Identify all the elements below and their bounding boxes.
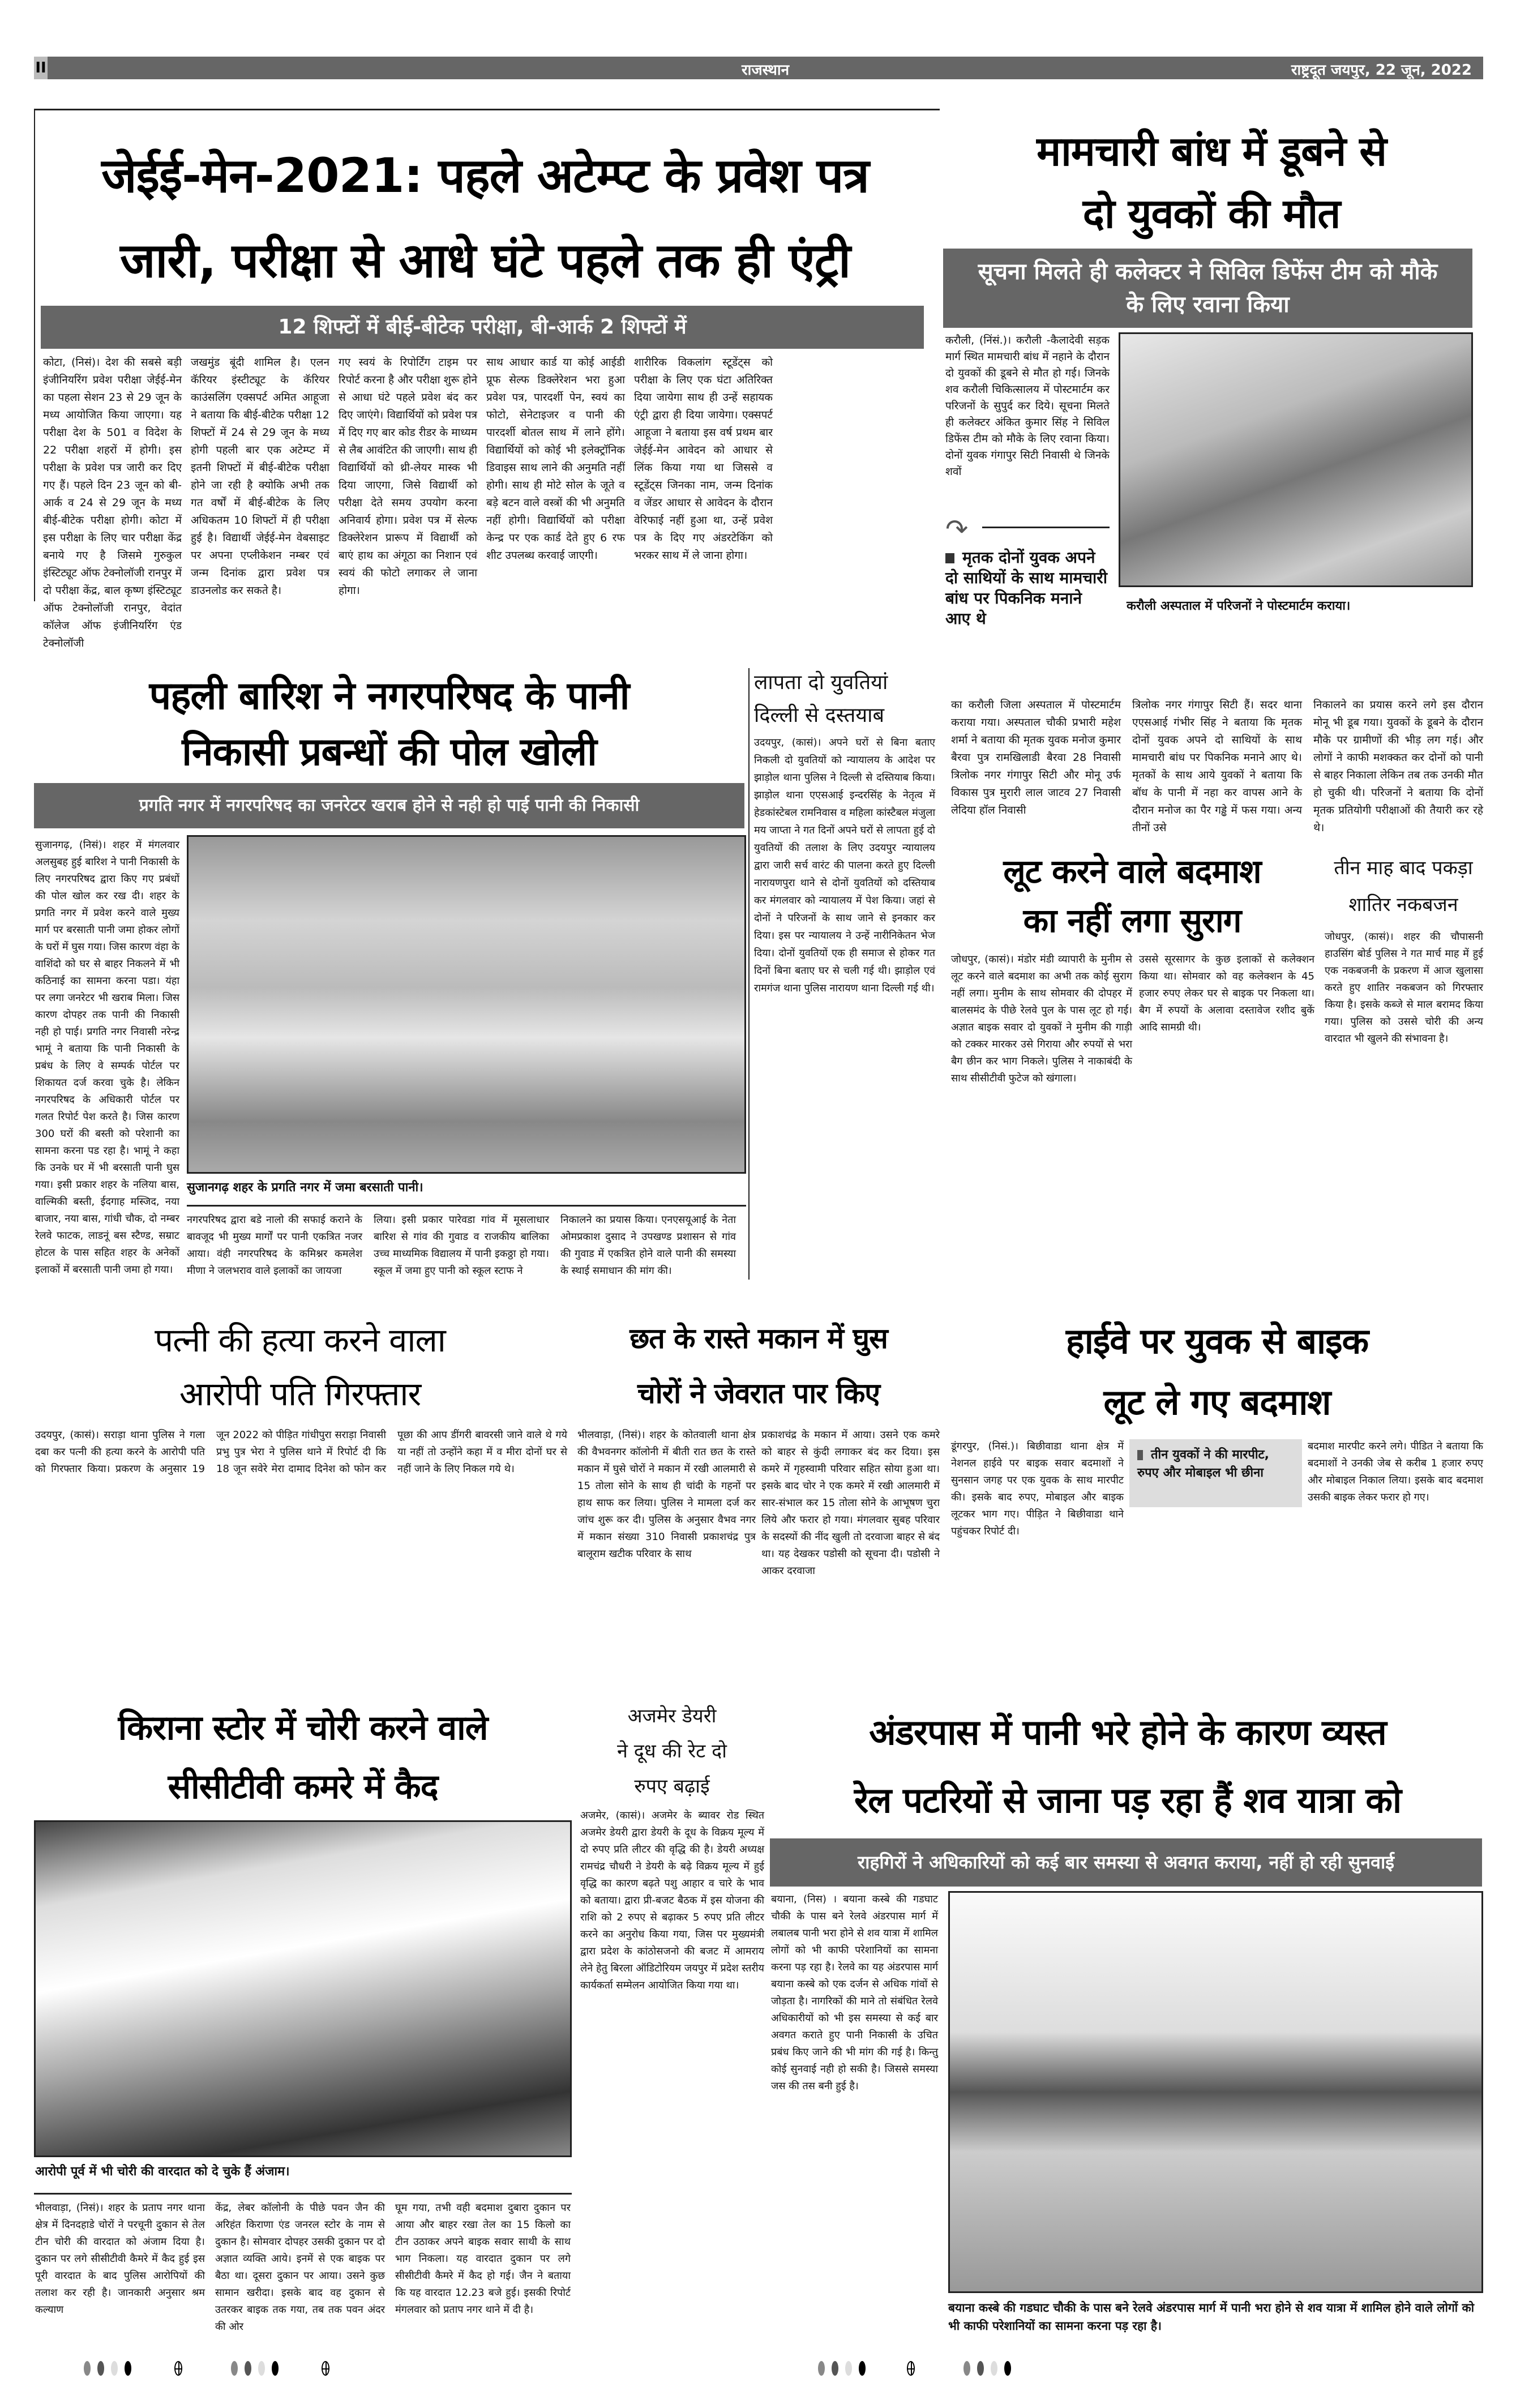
registration-dot — [231, 2361, 238, 2376]
underpass-subhead: राहगिरों ने अधिकारियों को कई बार समस्या से अवगत कराया, नहीं हो रही सुनवाई — [770, 1838, 1482, 1887]
missing-headline-1: लापता दो युवतियां — [754, 671, 888, 694]
roof-headline — [575, 1311, 943, 1421]
dairy-headline-2: ने दूध की रेट दो — [617, 1740, 727, 1763]
column-rule — [748, 668, 750, 1280]
kirana-photo — [34, 1820, 572, 2157]
loot-col-2: उससे सूरसागर के कुछ इलाकों से कलेक्शन किया था। सोमवार को वह कलेक्शन के 45 हजार रुपए लेकर घर से बाइक पर निकला था। बैग में रुपयों के अलावा दस्तावेज रशीद बुकें आदि सामग्री थी। — [1139, 953, 1314, 1033]
underpass-headline-2: रेल पटरियों से जाना पड़ रहा हैं शव यात्रा को — [854, 1780, 1402, 1821]
jee-col-1: कोटा, (निसं)। देश की सबसे बड़ी इंजीनियरिंग प्रवेश परीक्षा जेईई-मेन का पहला सेशन 23 से 29 जून के मध्य आयोजित किया जाएगा। यह परीक्षा देश के 501 व विदेश के 22 परीक्षा शहरों में होगी। इस परीक्षा के प्रवेश पत्र जारी कर दिए गए हैं। पहले दिन 23 जून को बी-आर्क व 24 से 29 जून के मध्य बीई-बीटेक परीक्षा होगी। कोटा में इस परीक्षा के लिए चार परीक्षा केंद्र बनाये गए है जिसमे गुरुकुल इंस्टिट्यूट ऑफ टेक्नोलॉजी रानपुर में दो परीक्षा केंद्र, बाल कृष्ण इंस्टिट्यूट ऑफ टेक्नोलॉजी रानपुर, वेदांत कॉलेज ऑफ इंजीनियरिंग एंड टेक्नोलॉजी — [43, 356, 182, 649]
page-header — [34, 57, 1483, 79]
jee-article — [34, 109, 940, 649]
rain-subhead: प्रगति नगर में नगरपरिषद का जनरेटर खराब होने से नही हो पाई पानी की निकासी — [34, 783, 744, 828]
murder-headline — [34, 1314, 566, 1421]
underpass-headline — [771, 1699, 1484, 1834]
rain-lead: सुजानगढ़, (निसं)। शहर में मंगलवार अलसुबह हुई बारिश ने पानी निकासी के लिए नगरपरिषद द्वारा किए गए प्रबंधों की पोल खोल कर रख दी। शहर के प्रगति नगर में प्रवेश करने वाले मुख्य मार्ग पर बरसाती पानी जमा होकर लोगों के घरों में घुस गया। जिस कारण वंहा के वाशिंदो को घर से बाहर निकलने में भी कठिनाई का सामना करना पडा। यंहा पर लगा जनरेटर भी खराब मिला। जिस कारण दोपहर तक पानी की निकासी नही हो पाई। प्रगति नगर निवासी नरेन्द्र भामूं ने बताया कि पानी निकासी के प्रबंध के लिए वे सम्पर्क पोर्टल पर शिकायत दर्ज करवा चुके है। लेकिन नगरपरिषद के अधिकारी पोर्टल पर गलत रिपोर्ट पेश करते है। जिस कारण 300 घरों की बस्ती को परेशानी का सामना करना पड रहा है। भामूं ने कहा कि उनके घर में भी बरसाती पानी घुस गया। इसी प्रकार शहर के नलिया बास, वाल्मिकी बस्ती, ईदगाह मस्जिद, नया बाजार, नया बास, गांधी चौक, दो नम्बर रेलवे फाटक, लाडनूं बस स्टैण्ड, सम्राट होटल के पास सहित शहर के अनेकों इलाकों में बरसाती पानी जमा हो गया। — [35, 839, 179, 1276]
rain-col-3: लिया। इसी प्रकार पारेवडा गांव में मूसलाधार बारिश से गांव की गुवाड व राजकीय बालिका उच्च माध्यमिक विद्यालय में पानी इकठ्ठा हो गया। स्कूल में जमा हुए पानी को स्कूल स्टाफ ने — [374, 1214, 549, 1277]
registration-dot — [991, 2361, 997, 2376]
divider — [982, 527, 1110, 528]
murder-headline-1: पत्नी की हत्या करने वाला — [155, 1321, 446, 1360]
kirana-col-1: भीलवाड़ा, (निसं)। शहर के प्रताप नगर थाना क्षेत्र में दिनदहाडे चोरों ने परचूनी दुकान से तेल टीन चोरी की वारदात को अंजाम दिया है। दुकान पर लगे सीसीटीवी कैमरे में कैद हुई इस पूरी वारदात के बाद पुलिस आरोपियों की तलाश कर रही है। जानकारी अनुसार श्रम कल्याण — [35, 2202, 205, 2316]
registration-crosshair-icon — [907, 2361, 915, 2376]
dam-photo-caption: करौली अस्पताल में परिजनों ने पोस्टमार्टम कराया। — [1127, 599, 1351, 613]
registration-crosshair-icon — [322, 2361, 329, 2376]
burglar-headline-2: शातिर नकबजन — [1348, 893, 1458, 916]
registration-dot — [1004, 2361, 1011, 2376]
bike-headline-2: लूट ले गए बदमाश — [1103, 1381, 1331, 1423]
registration-dot — [272, 2361, 279, 2376]
registration-dot — [84, 2361, 91, 2376]
bike-headline-1: हाईवे पर युवक से बाइक — [1065, 1320, 1369, 1362]
roof-headline-2: चोरों ने जेवरात पार किए — [637, 1377, 880, 1410]
jee-col-2: जखमुंड बूंदी शामिल है। एलन कॅरियर इंस्टीट्यूट के कॅरियर काउंसलिंग एक्सपर्ट अमित आहूजा ने बताया कि बीई-बीटेक परीक्षा 12 शिफ्टों में 24 से 29 जून के मध्य होगी पहली बार एक अटेम्प्ट में इतनी शिफ्टों में बीई-बीटेक परीक्षा होने जा रही है क्योकि अभी तक गत वर्षों में बीई-बीटेक के लिए अधिकतम 10 शिफ्टों में ही परीक्षा हुई है। विद्यार्थी जेईई-मेन वेबसाइट पर अपना एप्लीकेशन नम्बर एवं जन्म दिनांक द्वारा प्रवेश पत्र डाउनलोड कर सकते है। — [191, 356, 329, 597]
pull-quote-text: तीन युवकों ने की मारपीट, रुपए और मोबाइल भी छीना — [1137, 1448, 1269, 1480]
registration-dots — [84, 2361, 131, 2376]
underpass-photo-caption: बयाना कस्बे की गडघाट चौकी के पास बने रेलवे अंडरपास मार्ग में पानी भरा होने से शव यात्रा में शामिल होने वाले लोगों को भी काफी परेशानियों का सामना करना पड़ रहा है। — [948, 2301, 1475, 2333]
murder-headline-2: आरोपी पति गिरफ्तार — [179, 1375, 421, 1414]
kirana-photo-caption: आरोपी पूर्व में भी चोरी की वारदात को दे चुके हैं अंजाम। — [35, 2165, 290, 2179]
rain-headline-1: पहली बारिश ने नगरपरिषद के पानी — [149, 674, 629, 718]
missing-body: उदयपुर, (कासं)। अपने घरों से बिना बताए निकली दो युवतियों को न्यायालय के आदेश पर झाड़ोल थाना पुलिस ने दिल्ली से दस्तियाब किया। झाड़ोल थाना एएसआई इन्दरसिंह के नेतृत्व में हेडकांस्टेबल रामनिवास व महिला कांस्टैबल मंजुला मय जाप्ता ने गत दिनों अपने घरों से लापता हुई दो युवतियों की तलाश के लिए उदयपुर न्यायालय द्वारा जारी सर्च वारंट की पालना करते हुए दिल्ली नारायणपुरा थाने से दोनों युवतियों को दस्तियाब कर मंगलवार को न्यायालय में पेश किया। जहां से दोनों ने परिजनों के साथ जाने से इनकार कर दिया। इस पर न्यायालय ने उन्हें नारीनिकेतन भेज दिया। दोनों युवतियों एक ही समाज से होकर गत दिनों बिना बताए घर से चली गई थी। झाड़ोल एवं रामगंज थाना पुलिस नारायण थाना दिल्ली गई थी। — [754, 737, 935, 994]
dam-headline — [951, 120, 1472, 245]
registration-dots — [818, 2361, 866, 2376]
registration-dot — [258, 2361, 265, 2376]
jee-col-3: गए स्वयं के रिपोर्टिंग टाइम पर रिपोर्ट करना है और परीक्षा शुरू होने से आधा घंटे पहले प्रवेश बंद कर दिए जाएंगे। विद्यार्थियों को प्रवेश पत्र में दिए गए बार कोड रीडर के माध्यम से लैब आवंटित की जाएगी। साथ ही विद्यार्थियों को थ्री-लेयर मास्क भी दिया जाएगा, जिसे विद्यार्थी को परीक्षा देते समय उपयोग करना अनिवार्य होगा। प्रवेश पत्र में सेल्फ डिक्लेरेशन प्रारूप में विद्यार्थी को बाएं हाथ का अंगूठा का निशान एवं स्वयं की फोटो लगाकर ले जाना होगा। — [339, 356, 477, 597]
burglar-body: जोधपुर, (कासं)। शहर की चौपासनी हाउसिंग बोर्ड पुलिस ने गत मार्च माह में हुई एक नकबजनी के प्रकरण में आज खुलासा करते हुए शातिर नकबजन को गिरफ्तार किया है। इसके कब्जे से माल बरामद किया गया। पुलिस को उससे चोरी की अन्य वारदात भी खुलने की संभावना है। — [1325, 931, 1483, 1045]
rain-col-4: निकालने का प्रयास किया। एनएसयूआई के नेता ओमप्रकाश दुसाद ने उपखण्ड प्रशासन से गांव की गुवाड में एकत्रित होने वाले पानी की समस्या के स्थाई समाधान की मांग की। — [560, 1214, 736, 1277]
dairy-body: अजमेर, (कासं)। अजमेर के ब्यावर रोड स्थित अजमेर डेयरी द्वारा डेयरी के दूध के विक्रय मूल्य में दो रुपए प्रति लीटर की वृद्धि की है। डेयरी अध्यक्ष रामचंद्र चौधरी ने डेयरी के बढ़े विक्रय मूल्य में हुई वृद्धि का कारण बढ़ते पशु आहार व चारे के भाव को बताया। द्वारा प्री-बजट बैठक में इस योजना की राशि को 2 रुपए से बढ़ाकर 5 रुपए प्रति लीटर करने का अनुरोध किया गया, जिस पर मुख्यमंत्री द्वारा प्रदेश के कांठोसजनो की बजट में आमराय लेने हेतु बिरला ऑडिटोरियम जयपुर में प्रदेश स्तरीय कार्यकर्ता सम्मेलन आयोजित किया गया था। — [580, 1810, 764, 1991]
rain-headline — [34, 668, 744, 780]
dam-photo — [1119, 332, 1473, 587]
bike-col-3: बदमाश मारपीट करने लगे। पीडित ने बताया कि बदमाशों ने उनकी जेब से करीब 1 हजार रुपए और मोबाइल निकाल लिया। इसके बाद बदमाश उसकी बाइक लेकर फरार हो गए। — [1308, 1440, 1483, 1503]
kirana-headline-2: सीसीटीवी कमरे में कैद — [168, 1767, 438, 1807]
page-number: II — [34, 57, 48, 79]
dam-col-1: का करौली जिला अस्पताल में पोस्टमार्टम कराया गया। अस्पताल चौकी प्रभारी महेश शर्मा ने बताया की मृतक युवक मनोज कुमार बैरवा पुत्र रामखिलाडी बैरवा 28 निवासी त्रिलोक नगर गंगापुर सिटी और मोनू उर्फ विकास पुत्र मुरारी लाल जाटव 27 निवासी लेदिया हॉल निवासी — [951, 699, 1121, 816]
pull-quote-text: मृतक दोनों युवक अपने दो साथियों के साथ मामचारी बांध पर पिकनिक मनाने आए थे — [945, 548, 1107, 628]
jee-subhead: 12 शिफ्टों में बीई-बीटेक परीक्षा, बी-आर्क 2 शिफ्टों में — [41, 306, 924, 349]
dam-pull-quote — [945, 548, 1110, 628]
dam-col-2: त्रिलोक नगर गंगापुर सिटी हैं। सदर थाना एएसआई गंभीर सिंह ने बताया कि मृतक दोनों युवक अपने दो साथियों के साथ मामचारी बांध पर पिकनिक मनाने आए थे। मृतकों के साथ आये युवकों ने बताया कि बॉध के पानी में नहा कर वापस आने के दौरान मनोज का पैर गड्ढे में फस गया। अन्य तीनों उसे — [1132, 699, 1302, 834]
burglar-headline — [1324, 849, 1483, 923]
rain-headline-2: निकासी प्रबन्धों की पोल खोली — [182, 730, 597, 775]
jee-headline — [41, 133, 930, 303]
loot-headline-2: का नहीं लगा सुराग — [1023, 901, 1241, 940]
rain-photo-main — [187, 835, 746, 1174]
underpass-body: बयाना, (निस) । बयाना कस्बे की गडघाट चौकी के पास बने रेलवे अंडरपास मार्ग में लबालब पानी भरा होने से शव यात्रा में शामिल लोगों को भी काफी परेशानियों का सामना करना पड़ रहा है। रेलवे का यह अंडरपास मार्ग बयाना कस्बे को एक दर्जन से अधिक गांवों से जोड़ता है। नागरिकों की माने तो संबंधित रेलवे अधिकारीयों को भी इस समस्या से कई बार अवगत कराते हुए पानी निकासी के उचित प्रबंध किए जाने की भी मांग की गई है। किन्तु कोई सुनवाई नही हो सकी है। जिससे समस्या जस की तस बनी हुई है। — [771, 1893, 938, 2092]
bullet-square-icon — [945, 553, 954, 563]
registration-dot — [97, 2361, 104, 2376]
roof-headline-1: छत के रास्ते मकान में घुस — [629, 1321, 888, 1355]
divider — [187, 1205, 746, 1207]
dam-subhead: सूचना मिलते ही कलेक्टर ने सिविल डिफेंस टीम को मौके के लिए रवाना किया — [943, 249, 1472, 328]
bike-pull-quote — [1129, 1439, 1302, 1507]
registration-dot — [125, 2361, 131, 2376]
loot-col-1: जोधपुर, (कासं)। मंडोर मंडी व्यापारी के मुनीम से लूट करने वाले बदमाश का अभी तक कोई सुराग नहीं लगा। मुनीम के साथ सोमवार की दोपहर में बालसमंद के पीछे रेलवे पुल के पास लूट हो गई। अज्ञात बाइक सवार दो युवकों ने मुनीम की गाड़ी को टक्कर मारकर उसे गिराया और रुपयों से भरा बैग छीन कर भाग निकले। पुलिस ने नाकाबंदी के साथ सीसीटीवी फुटेज को खंगाला। — [951, 953, 1132, 1084]
dam-col-3: निकालने का प्रयास करने लगे इस दौरान मोनू भी डूब गया। युवकों के डूबने के दौरान मौके पर ग्रामीणों की भीड़ लग गई। और लोगों ने काफी मशक्कत कर दोनों को पानी से बाहर निकाला लेकिन तब तक उनकी मौत हो चुकी थी। परिजनों ने बताया कि दोनों मृतक प्रतियोगी परीक्षाओं की तैयारी कर रहे थे। — [1313, 699, 1483, 834]
underpass-photo — [948, 1891, 1483, 2293]
bullet-square-icon — [1137, 1450, 1143, 1460]
jee-headline-2: जारी, परीक्षा से आधे घंटे पहले तक ही एंट्री — [120, 232, 850, 288]
burglar-headline-1: तीन माह बाद पकड़ा — [1334, 856, 1473, 879]
rain-photo-caption: सुजानगढ़ शहर के प्रगति नगर में जमा बरसाती पानी। — [187, 1181, 423, 1195]
rain-col-2: नगरपरिषद द्वारा बडे नालो की सफाई कराने के बावजूद भी मुख्य मार्गों पर पानी एकत्रित नजर आया। वंही नगरपरिषद के कमिश्नर कमलेश मीणा ने जलभराव वाले इलाकों का जायजा — [187, 1214, 362, 1277]
roof-col-2: प्रकाशचंद्र के मकान में आया। उसने एक कमरे को बाहर से कुंदी लगाकर बंद कर दिया। इस कमरे में गृहस्वामी परिवार सहित सोया हुआ था। इसके बाद चोर ने एक कमरे में रखी आलमारी में सार-संभाल कर 15 तोला सोने के आभूषण चुरा लिये और फरार हो गया। मंगलवार सुबह परिवार के सदस्यों की नींद खुली तो दरवाजा बाहर से बंद था। यह देखकर पडोसी को सूचना दी। पडोसी ने आकर दरवाजा — [761, 1429, 940, 1577]
registration-dot — [963, 2361, 970, 2376]
kirana-headline-1: किराना स्टोर में चोरी करने वाले — [118, 1708, 488, 1748]
dam-lead: करौली, (निंसं.)। करौली -कैलादेवी सड़क मार्ग स्थित मामचारी बांध में नहाने के दौरान दो युवकों की डूबने से मौत हो गई। जिनके शव करौली चिकित्सालय में पोस्टमार्टम कर परिजनों के सुपुर्द कर दिये। सूचना मिलते ही कलेक्टर अंकित कुमार सिंह ने सिविल डिफेंस टीम को मौके के लिए रवाना किया। दोनों युवक गंगापुर सिटी निवासी थे जिनके शवों — [945, 334, 1110, 478]
missing-headline — [754, 668, 941, 730]
jee-col-5: शारीरिक विकलांग स्टूडेंट्स को परीक्षा के लिए एक घंटा अतिरिक्त दिया जायेगा साथ ही उन्हें सहायक एंट्री द्वारा ही दिया जायेगा। एक्सपर्ट आहूजा ने बताया इस वर्ष प्रथम बार जेईई-मेन आवेदन को आधार से लिंक किया गया था जिससे व स्टूडेंट्स जिनका नाम, जन्म दिनांक व जेंडर आधार से आवेदन के दौरान वेरिफाई नहीं हुआ था, उन्हें प्रवेश पत्र के दिए गए अंडरटेकिंग को भरकर साथ में ले जाना होगा। — [634, 356, 773, 562]
loot-headline — [945, 846, 1319, 946]
bike-col-1: डूंगरपुर, (निसं.)। बिछीवाडा थाना क्षेत्र में नेशनल हाईवे पर बाइक सवार बदमाशों ने सुनसान जगह पर एक युवक के साथ मारपीट की। इसके बाद रुपए, मोबाइल और बाइक लूटकर भाग गए। पीड़ित ने बिछीवाडा थाने पहुंचकर रिपोर्ट दी। — [951, 1440, 1124, 1537]
registration-dots — [231, 2361, 279, 2376]
registration-dot — [845, 2361, 852, 2376]
loot-headline-1: लूट करने वाले बदमाश — [1003, 852, 1261, 891]
kirana-col-2: केंद्र, लेबर कॉलोनी के पीछे पवन जैन की अरिहंत किराणा एंड जनरल स्टोर के नाम से दुकान है। सोमवार दोपहर उसकी दुकान पर दो अज्ञात व्यक्ति आये। इनमें से एक बाइक पर बैठा था। दूसरा दुकान पर आया। उसने कुछ सामान खरीदा। इसके बाद वह दुकान से उतरकर बाइक तक गया, तब तक पवन अंदर की ओर — [215, 2202, 385, 2333]
registration-dot — [111, 2361, 118, 2376]
registration-dot — [859, 2361, 866, 2376]
dam-headline-2: दो युवकों की मौत — [1082, 190, 1341, 237]
dateline: राष्ट्रदूत जयपुर, 22 जून, 2022 — [1291, 62, 1472, 79]
registration-dots — [963, 2361, 1011, 2376]
registration-dot — [245, 2361, 251, 2376]
divider — [34, 2193, 572, 2195]
curved-arrow-icon: ↷ — [945, 514, 969, 545]
dairy-headline — [579, 1699, 765, 1804]
jee-headline-1: जेईई-मेन-2021: पहले अटेम्प्ट के प्रवेश पत्र — [101, 147, 869, 203]
underpass-headline-1: अंडरपास में पानी भरे होने के कारण व्यस्त — [869, 1712, 1386, 1753]
jee-col-4: साथ आधार कार्ड या कोई आईडी प्रूफ सेल्फ डिक्लेरेशन भरा हुआ प्रवेश पत्र, पारदर्शी पेन, स्वयं का फोटो, सेनेटाइजर व पानी की पारदर्शी बोतल साथ में लाने होंगे। विद्यार्थियों को कोई भी इलेक्ट्रॉनिक डिवाइस साथ लाने की अनुमति नहीं होगी। साथ ही मोटे सोल के जूते व बड़े बटन वाले वस्त्रों की भी अनुमति नहीं होगी। विद्यार्थियों को परीक्षा केन्द्र पर एक कार्ड देते हुए 6 रफ शीट उपलब्ध करवाई जाएगी। — [486, 356, 625, 562]
bike-headline — [951, 1311, 1483, 1432]
registration-dot — [977, 2361, 984, 2376]
dam-headline-1: मामचारी बांध में डूबने से — [1037, 127, 1386, 175]
murder-body: उदयपुर, (कासं)। सराड़ा थाना पुलिस ने गला दबा कर पत्नी की हत्या करने के आरोपी पति को गिरफ्तार किया। प्रकरण के अनुसार 19 जून 2022 को पीड़ित गांधीपुरा सराड़ा निवासी प्रभु पुत्र भेरा ने पुलिस थाने में रिपोर्ट दी कि 18 जून सवेरे मेरा दामाद दिनेश को फोन कर पूछा की आप डींगरी बावरसी जाने वाले थे गये या नहीं तो उन्होंने कहा में व मीरा दोनों घर से नहीं जाने के लिए निकल गये थे। — [35, 1429, 567, 1475]
registration-dot — [832, 2361, 838, 2376]
kirana-col-3: घूम गया, तभी वही बदमाश दुबारा दुकान पर आया और बाहर रखा तेल का 15 किलो का टीन उठाकर अपने बाइक सवार साथी के साथ भाग निकला। यह वारदात दुकान पर लगे सीसीटीवी कैमरे में कैद हो गई। जैन ने बताया कि यह वारदात 12.23 बजे हुई। इसकी रिपोर्ट मंगलवार को प्रताप नगर थाने में दी है। — [395, 2202, 571, 2316]
section-title: राजस्थान — [742, 62, 790, 79]
kirana-headline — [34, 1699, 572, 1816]
dairy-headline-1: अजमेर डेयरी — [627, 1705, 717, 1727]
registration-crosshair-icon — [174, 2361, 182, 2376]
missing-headline-2: दिल्ली से दस्तयाब — [754, 704, 885, 727]
dairy-headline-3: रुपए बढ़ाई — [634, 1775, 710, 1798]
registration-dot — [818, 2361, 825, 2376]
roof-col-1: भीलवाड़ा, (निसं)। शहर के कोतवाली थाना क्षेत्र की वैभवनगर कॉलोनी में बीती रात छत के रास्ते मकान में घुसे चोरों ने मकान में रखी आलमारी से 15 तोला सोने के साथ ही चांदी के गहनों पर हाथ साफ कर लिया। पुलिस ने मामला दर्ज कर जांच शुरू कर दी। पुलिस के अनुसार वैभव नगर में मकान संख्या 310 निवासी प्रकाशचंद्र पुत्र बालूराम खटीक परिवार के साथ — [577, 1429, 756, 1560]
